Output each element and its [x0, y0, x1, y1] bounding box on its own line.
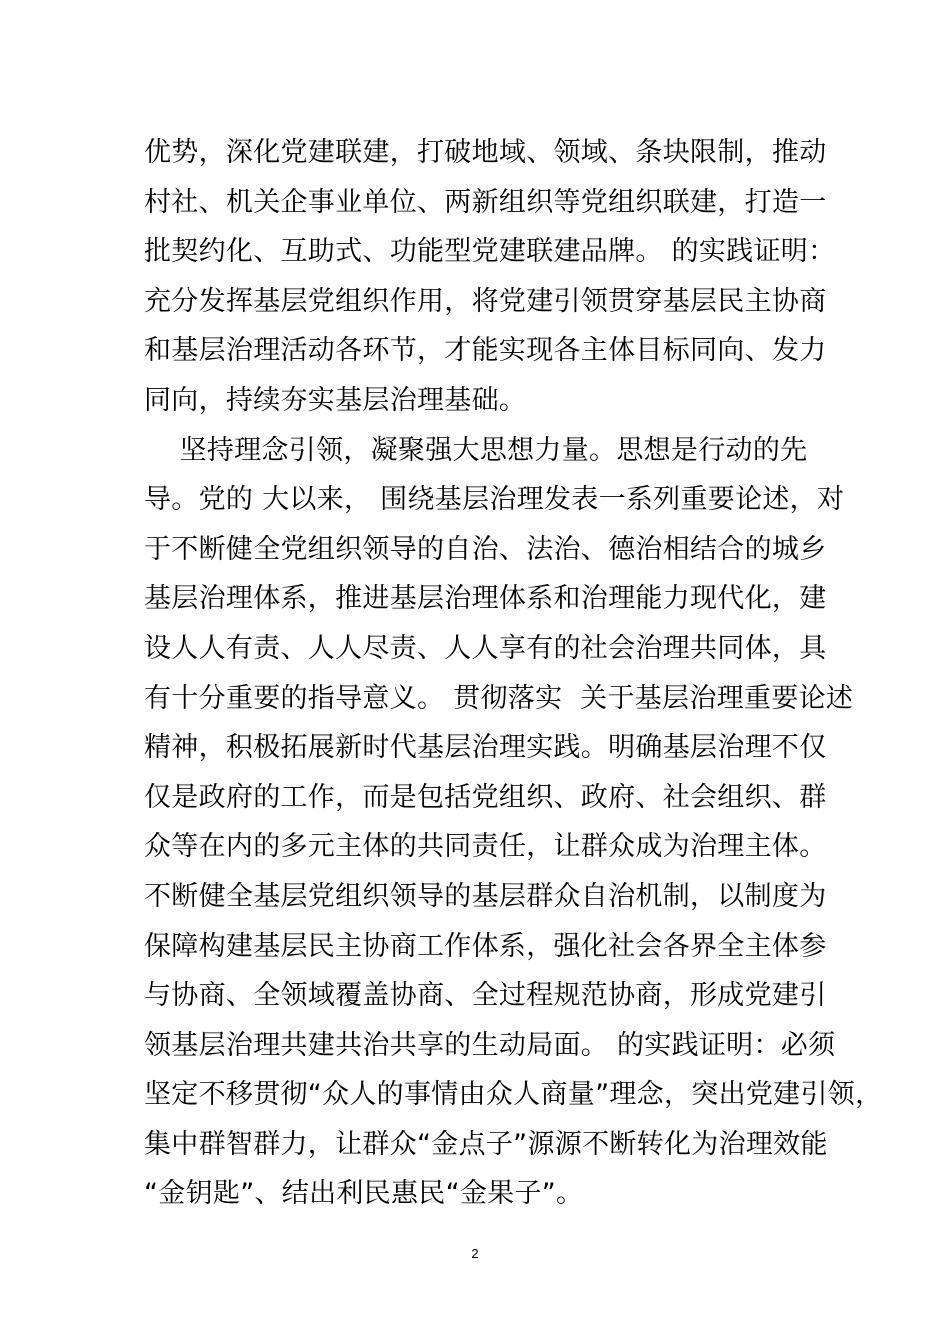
text-line: 导。党的 大以来， 围绕基层治理发表一系列重要论述，对 — [144, 484, 845, 516]
page-number: 2 — [471, 1246, 479, 1261]
text-line: 与协商、全领域覆盖协商、全过程规范协商，形成党建引 — [144, 980, 827, 1012]
text-line: “金钥匙”、结出利民惠民“金果子”。 — [144, 1178, 584, 1210]
text-line: 有十分重要的指导意义。 贯彻落实 关于基层治理重要论述 — [144, 682, 854, 714]
text-line: 村社、机关企事业单位、两新组织等党组织联建，打造一 — [144, 186, 827, 218]
text-line: 坚持理念引领，凝聚强大思想力量。思想是行动的先 — [144, 434, 808, 466]
text-line: 坚定不移贯彻“众人的事情由众人商量”理念，突出党建引领， — [144, 1079, 883, 1111]
text-line: 保障构建基层民主协商工作体系，强化社会各界全主体参 — [144, 930, 827, 962]
text-line: 充分发挥基层党组织作用，将党建引领贯穿基层民主协商 — [144, 285, 827, 317]
text-line: 设人人有责、人人尽责、人人享有的社会治理共同体，具 — [144, 632, 827, 664]
body-text — [144, 128, 883, 1219]
text-line: 同向，持续夯实基层治理基础。 — [144, 384, 527, 416]
text-line: 不断健全基层党组织领导的基层群众自治机制，以制度为 — [144, 880, 827, 912]
text-line: 优势，深化党建联建，打破地域、领域、条块限制，推动 — [144, 137, 827, 168]
text-line: 领基层治理共建共治共享的生动局面。 的实践证明：必须 — [144, 1029, 836, 1061]
text-line: 基层治理体系，推进基层治理体系和治理能力现代化，建 — [144, 583, 827, 615]
text-line: 仅是政府的工作，而是包括党组织、政府、社会组织、群 — [144, 781, 827, 813]
text-line: 精神，积极拓展新时代基层治理实践。明确基层治理不仅 — [144, 732, 827, 764]
text-line: 众等在内的多元主体的共同责任，让群众成为治理主体。 — [144, 831, 827, 863]
text-line: 于不断健全党组织领导的自治、法治、德治相结合的城乡 — [144, 533, 827, 565]
text-line: 和基层治理活动各环节，才能实现各主体目标同向、发力 — [144, 335, 827, 367]
text-line: 批契约化、互助式、功能型党建联建品牌。 的实践证明： — [144, 236, 836, 268]
text-line: 集中群智群力，让群众“金点子”源源不断转化为治理效能 — [144, 1128, 828, 1160]
